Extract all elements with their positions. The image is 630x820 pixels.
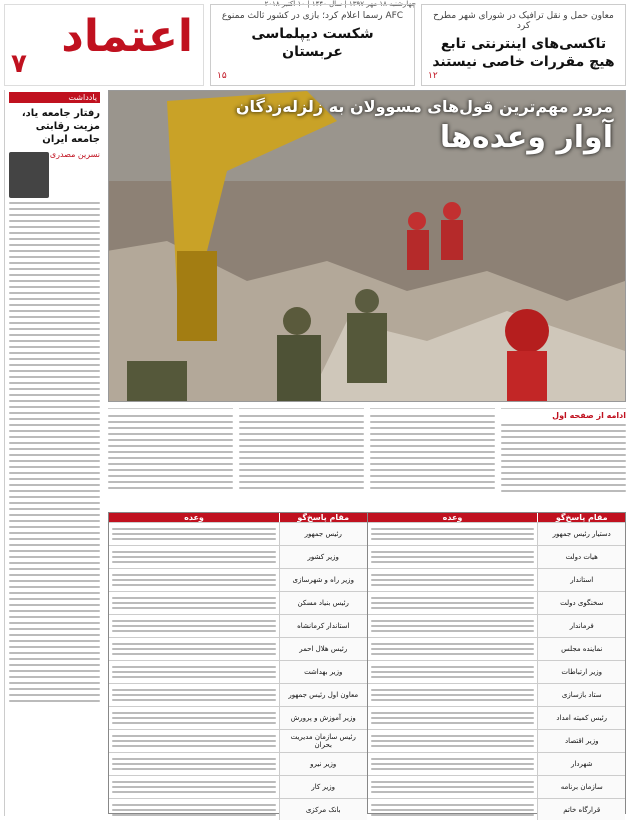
- table-row: [109, 775, 367, 798]
- table-row: [109, 683, 367, 706]
- official-cell: وزیر کار: [279, 776, 367, 798]
- official-cell: رئیس بنیاد مسکن: [279, 592, 367, 614]
- table-header: [109, 513, 367, 522]
- header-official: مقام پاسخ‌گو: [279, 513, 367, 522]
- dateline: چهارشنبه ۱۸ مهر ۱۳۹۷ | سال ۱۴۴۰ | ۱۰ اکتبر ۲۰۱۸: [264, 0, 416, 8]
- table-row: [109, 545, 367, 568]
- column-caption: ادامه از صفحه اول: [552, 411, 626, 420]
- promise-cell: [368, 569, 538, 591]
- official-cell: وزیر راه و شهرسازی: [279, 569, 367, 591]
- official-cell: هیات دولت: [537, 546, 625, 568]
- teaser-box-1[interactable]: [421, 4, 626, 86]
- table-row: [109, 706, 367, 729]
- teaser-kicker: AFC رسما اعلام کرد؛ بازی در کشور ثالث ممنوع: [221, 11, 404, 21]
- opinion-title[interactable]: رفتار جامعه یاد، مزیت رقابتی جامعه ایران: [21, 108, 100, 145]
- promise-cell: [109, 661, 279, 683]
- official-cell: استاندار کرمانشاه: [279, 615, 367, 637]
- table-row: [368, 775, 626, 798]
- official-cell: معاون اول رئیس جمهور: [279, 684, 367, 706]
- table-row: [109, 637, 367, 660]
- promise-cell: [368, 523, 538, 545]
- promise-cell: [109, 569, 279, 591]
- promises-table: [108, 512, 626, 814]
- promise-cell: [368, 684, 538, 706]
- page-number: ۷: [11, 49, 27, 79]
- promise-cell: [109, 776, 279, 798]
- table-row: [368, 614, 626, 637]
- article-column: [239, 408, 364, 506]
- table-header: [368, 513, 626, 522]
- promise-cell: [109, 707, 279, 729]
- table-row: [368, 545, 626, 568]
- promise-cell: [368, 615, 538, 637]
- table-row: [368, 752, 626, 775]
- table-row: [368, 798, 626, 820]
- teaser-box-2[interactable]: [210, 4, 415, 86]
- table-row: [368, 729, 626, 752]
- promise-cell: [109, 730, 279, 752]
- official-cell: رئیس کمیته امداد: [537, 707, 625, 729]
- table-row: [368, 591, 626, 614]
- promise-cell: [109, 546, 279, 568]
- official-cell: دستیار رئیس جمهور: [537, 523, 625, 545]
- official-cell: سخنگوی دولت: [537, 592, 625, 614]
- official-cell: استاندار: [537, 569, 625, 591]
- table-row: [109, 614, 367, 637]
- table-row: [368, 660, 626, 683]
- official-cell: ستاد بازسازی: [537, 684, 625, 706]
- official-cell: وزیر بهداشت: [279, 661, 367, 683]
- article-column: [370, 408, 495, 506]
- table-row: [368, 637, 626, 660]
- table-row: [109, 568, 367, 591]
- header-official: مقام پاسخ‌گو: [537, 513, 625, 522]
- official-cell: وزیر نیرو: [279, 753, 367, 775]
- promise-cell: [368, 592, 538, 614]
- opinion-body: [9, 202, 100, 702]
- main-headline[interactable]: آوار وعده‌ها: [439, 120, 613, 155]
- promise-cell: [368, 546, 538, 568]
- table-row: [109, 752, 367, 775]
- table-row: [109, 729, 367, 752]
- table-row: [109, 660, 367, 683]
- table-row: [368, 522, 626, 545]
- article-column: [501, 408, 626, 506]
- promise-cell: [368, 707, 538, 729]
- official-cell: وزیر کشور: [279, 546, 367, 568]
- main-kicker: مرور مهم‌ترین قول‌های مسوولان به زلزله‌زدگان: [235, 97, 613, 116]
- promise-cell: [109, 684, 279, 706]
- teaser-page: ۱۲: [428, 71, 438, 81]
- promise-cell: [109, 615, 279, 637]
- table-row: [368, 568, 626, 591]
- article-column: [108, 408, 233, 506]
- official-cell: نماینده مجلس: [537, 638, 625, 660]
- table-row: [368, 683, 626, 706]
- official-cell: شهردار: [537, 753, 625, 775]
- official-cell: وزیر اقتصاد: [537, 730, 625, 752]
- promise-cell: [109, 592, 279, 614]
- official-cell: سازمان برنامه: [537, 776, 625, 798]
- official-cell: رئیس سازمان مدیریت بحران: [279, 730, 367, 752]
- earthquake-photo[interactable]: [108, 90, 626, 402]
- table-row: [368, 706, 626, 729]
- official-cell: رئیس جمهور: [279, 523, 367, 545]
- promise-cell: [109, 799, 279, 820]
- headline-overlay: [236, 97, 613, 155]
- promise-cell: [368, 730, 538, 752]
- promise-cell: [109, 753, 279, 775]
- official-cell: قرارگاه خاتم: [537, 799, 625, 820]
- official-cell: وزیر آموزش و پرورش: [279, 707, 367, 729]
- official-cell: فرماندار: [537, 615, 625, 637]
- table-right-half: [367, 513, 626, 813]
- table-left-half: [109, 513, 367, 813]
- table-row: [109, 591, 367, 614]
- teaser-kicker: معاون حمل و نقل ترافیک در شورای شهر مطرح کرد: [433, 11, 614, 31]
- promise-cell: [109, 638, 279, 660]
- table-row: [109, 522, 367, 545]
- teaser-headline: تاکسی‌های اینترنتی تابع هیچ مقررات خاصی نیستند: [432, 36, 615, 71]
- promise-cell: [368, 661, 538, 683]
- teaser-headline: شکست دیپلماسی عربستان: [251, 26, 374, 61]
- teaser-page: ۱۵: [217, 71, 227, 81]
- author-name: نسرین مصدری: [49, 150, 100, 159]
- official-cell: رئیس هلال احمر: [279, 638, 367, 660]
- official-cell: بانک مرکزی: [279, 799, 367, 820]
- promise-cell: [368, 638, 538, 660]
- promise-cell: [109, 523, 279, 545]
- promise-cell: [368, 799, 538, 820]
- newspaper-logo[interactable]: [4, 4, 204, 86]
- section-label: یادداشت: [9, 92, 100, 103]
- promise-cell: [368, 776, 538, 798]
- opinion-column: [4, 90, 104, 816]
- promise-cell: [368, 753, 538, 775]
- header-promise: وعده: [442, 513, 463, 522]
- official-cell: وزیر ارتباطات: [537, 661, 625, 683]
- article-columns: [108, 408, 626, 506]
- logo-text: اعتماد: [61, 11, 193, 62]
- author-portrait: [9, 152, 49, 198]
- masthead: [4, 4, 626, 86]
- header-promise: وعده: [184, 513, 204, 522]
- table-row: [109, 798, 367, 820]
